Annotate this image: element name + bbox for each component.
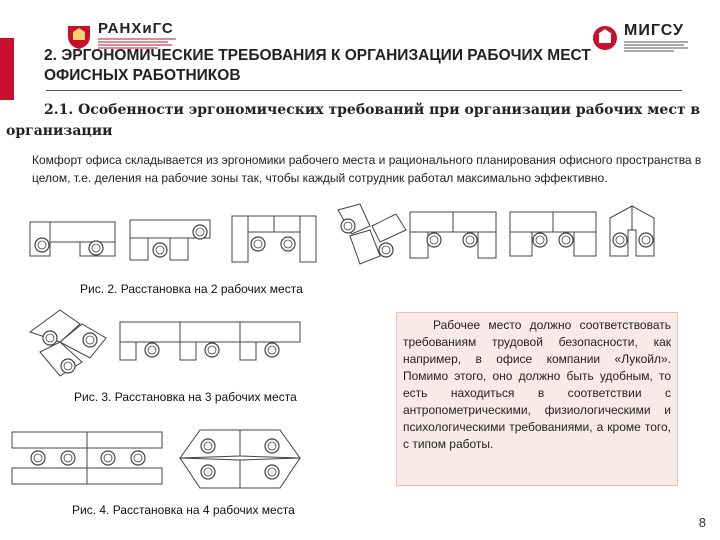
title-divider — [46, 90, 682, 91]
accent-bar — [0, 38, 14, 100]
safety-note-text: Рабочее место должно соответствовать требованиям трудовой безопасности, как например, в офисе компании «Лукойл». Помимо этого, оно должно быть удобным, то есть находиться в соответствии с антропометрическими, физиологическими и психологическими требованиями, а кроме того, с типом работы. — [403, 318, 671, 451]
layout-4-a — [12, 432, 162, 484]
figure-4-layouts — [8, 410, 328, 500]
layout-3-a — [30, 310, 106, 376]
page-number: 8 — [698, 515, 706, 530]
section-subtitle-text: 2.1. Особенности эргономических требований при организации рабочих мест в организации — [6, 102, 701, 139]
slide-title-line1: 2. ЭРГОНОМИЧЕСКИЕ ТРЕБОВАНИЯ К ОРГАНИЗАЦИИ РАБОЧИХ МЕСТ — [44, 47, 591, 64]
layout-2-g — [610, 206, 654, 256]
figure-2-layouts — [20, 200, 710, 280]
layout-2-b — [130, 220, 210, 260]
intro-paragraph: Комфорт офиса складывается из эргономики рабочего места и рационального планирования офисного пространства в целом, т.е. деления на рабочие зоны так, чтобы каждый сотрудник работал максимально эффективно. — [32, 153, 702, 185]
section-subtitle — [6, 100, 706, 142]
layout-2-e — [410, 212, 496, 258]
figure-4-caption: Рис. 4. Расстановка на 4 рабочих места — [72, 503, 295, 517]
slide-title-line2: ОФИСНЫХ РАБОТНИКОВ — [44, 67, 241, 84]
layout-2-f — [510, 212, 596, 256]
figure-3-caption: Рис. 3. Расстановка на 3 рабочих места — [74, 390, 297, 404]
layout-4-b — [180, 430, 300, 488]
layout-2-d — [338, 204, 406, 264]
layout-2-c — [232, 216, 316, 262]
slide-title — [44, 46, 694, 86]
layout-3-b — [120, 322, 300, 360]
ranepa-logo-text: РАНХиГС — [98, 20, 174, 37]
safety-note-box — [396, 312, 678, 486]
figure-3-layouts — [20, 302, 320, 384]
migsu-logo-text: МИГСУ — [624, 22, 684, 39]
layout-2-a — [30, 222, 115, 256]
figure-2-caption: Рис. 2. Расстановка на 2 рабочих места — [80, 282, 303, 296]
